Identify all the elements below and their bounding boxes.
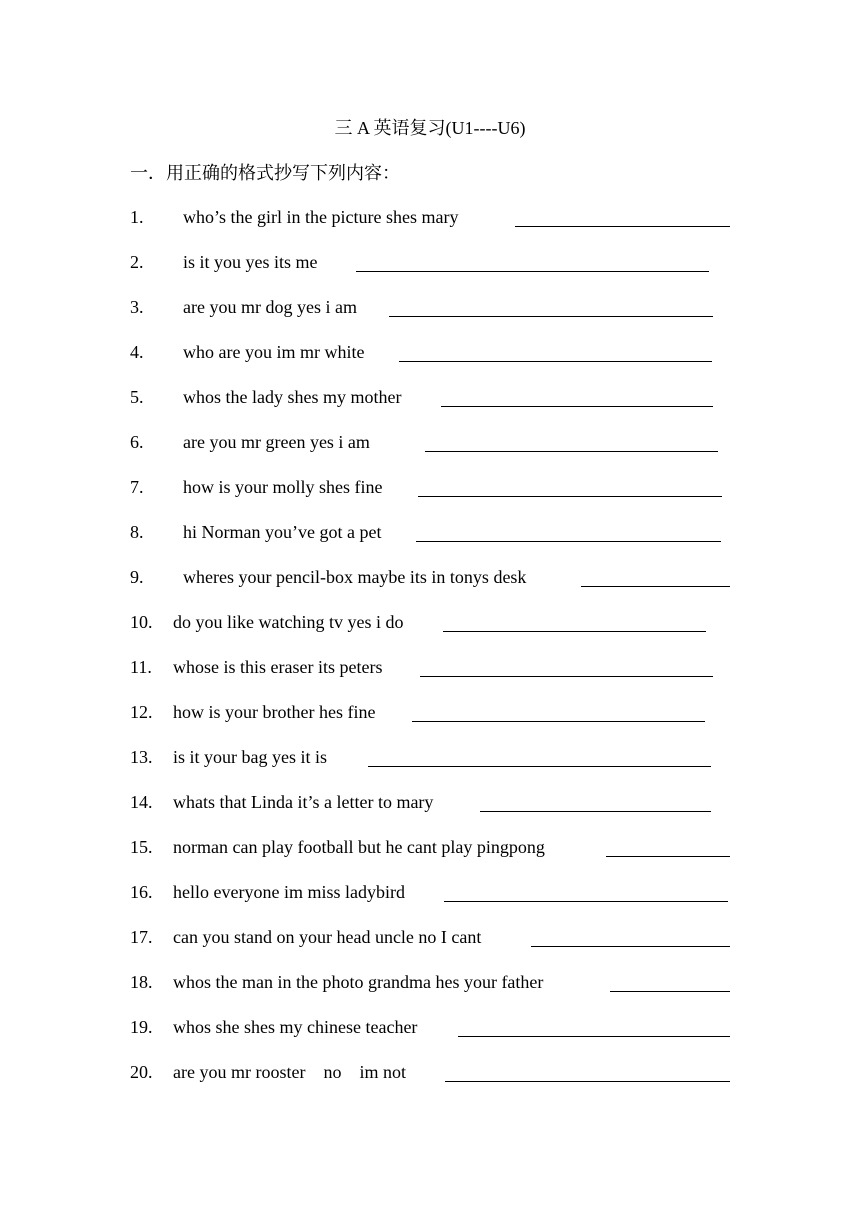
- answer-line[interactable]: [420, 676, 713, 677]
- item-number: 7.: [130, 477, 144, 497]
- exercise-item: [0, 384, 860, 410]
- answer-line[interactable]: [515, 226, 730, 227]
- answer-line[interactable]: [368, 766, 711, 767]
- answer-line[interactable]: [443, 631, 706, 632]
- item-sentence: are you mr dog yes i am: [183, 297, 357, 317]
- exercise-item: [0, 1059, 860, 1085]
- exercise-item: [0, 969, 860, 995]
- item-number: 16.: [130, 882, 153, 902]
- exercise-item: [0, 294, 860, 320]
- item-sentence: wheres your pencil-box maybe its in tonys desk: [183, 567, 527, 587]
- item-sentence: how is your brother hes fine: [173, 702, 376, 722]
- item-number: 17.: [130, 927, 153, 947]
- item-sentence: who are you im mr white: [183, 342, 365, 362]
- item-number: 13.: [130, 747, 153, 767]
- answer-line[interactable]: [416, 541, 721, 542]
- exercise-item: [0, 924, 860, 950]
- exercise-item: [0, 1014, 860, 1040]
- exercise-item: [0, 519, 860, 545]
- exercise-item: [0, 654, 860, 680]
- answer-line[interactable]: [531, 946, 730, 947]
- answer-line[interactable]: [445, 1081, 730, 1082]
- exercise-item: [0, 699, 860, 725]
- item-number: 6.: [130, 432, 144, 452]
- item-sentence: whats that Linda it’s a letter to mary: [173, 792, 434, 812]
- answer-line[interactable]: [412, 721, 705, 722]
- item-number: 1.: [130, 207, 144, 227]
- answer-line[interactable]: [610, 991, 730, 992]
- exercise-item: [0, 429, 860, 455]
- item-number: 9.: [130, 567, 144, 587]
- item-number: 5.: [130, 387, 144, 407]
- item-sentence: who’s the girl in the picture shes mary: [183, 207, 459, 227]
- item-sentence: hi Norman you’ve got a pet: [183, 522, 382, 542]
- item-sentence: whos the man in the photo grandma hes your father: [173, 972, 544, 992]
- item-sentence: is it your bag yes it is: [173, 747, 327, 767]
- item-sentence: is it you yes its me: [183, 252, 318, 272]
- answer-line[interactable]: [389, 316, 713, 317]
- section-heading: 一．用正确的格式抄写下列内容：: [130, 163, 400, 183]
- item-number: 20.: [130, 1062, 153, 1082]
- exercise-item: [0, 564, 860, 590]
- answer-line[interactable]: [356, 271, 709, 272]
- exercise-item: [0, 789, 860, 815]
- item-number: 2.: [130, 252, 144, 272]
- exercise-item: [0, 474, 860, 500]
- exercise-item: [0, 834, 860, 860]
- item-number: 15.: [130, 837, 153, 857]
- worksheet-title: 三 A 英语复习(U1----U6): [334, 118, 526, 138]
- item-number: 8.: [130, 522, 144, 542]
- item-number: 11.: [130, 657, 152, 677]
- answer-line[interactable]: [399, 361, 712, 362]
- item-sentence: are you mr green yes i am: [183, 432, 370, 452]
- item-sentence: are you mr rooster no im not: [173, 1062, 406, 1082]
- exercise-item: [0, 744, 860, 770]
- item-sentence: norman can play football but he cant play pingpong: [173, 837, 545, 857]
- item-sentence: whos the lady shes my mother: [183, 387, 402, 407]
- item-sentence: whos she shes my chinese teacher: [173, 1017, 418, 1037]
- item-sentence: whose is this eraser its peters: [173, 657, 383, 677]
- exercise-item: [0, 609, 860, 635]
- answer-line[interactable]: [480, 811, 711, 812]
- answer-line[interactable]: [458, 1036, 730, 1037]
- item-sentence: can you stand on your head uncle no I cant: [173, 927, 482, 947]
- item-number: 18.: [130, 972, 153, 992]
- item-number: 14.: [130, 792, 153, 812]
- item-number: 3.: [130, 297, 144, 317]
- answer-line[interactable]: [418, 496, 722, 497]
- answer-line[interactable]: [581, 586, 730, 587]
- exercise-item: [0, 204, 860, 230]
- item-number: 4.: [130, 342, 144, 362]
- item-sentence: how is your molly shes fine: [183, 477, 383, 497]
- exercise-item: [0, 879, 860, 905]
- answer-line[interactable]: [425, 451, 718, 452]
- item-number: 19.: [130, 1017, 153, 1037]
- item-sentence: hello everyone im miss ladybird: [173, 882, 405, 902]
- item-sentence: do you like watching tv yes i do: [173, 612, 404, 632]
- item-number: 12.: [130, 702, 153, 722]
- item-number: 10.: [130, 612, 153, 632]
- answer-line[interactable]: [444, 901, 728, 902]
- exercise-item: [0, 339, 860, 365]
- answer-line[interactable]: [441, 406, 713, 407]
- answer-line[interactable]: [606, 856, 730, 857]
- exercise-item: [0, 249, 860, 275]
